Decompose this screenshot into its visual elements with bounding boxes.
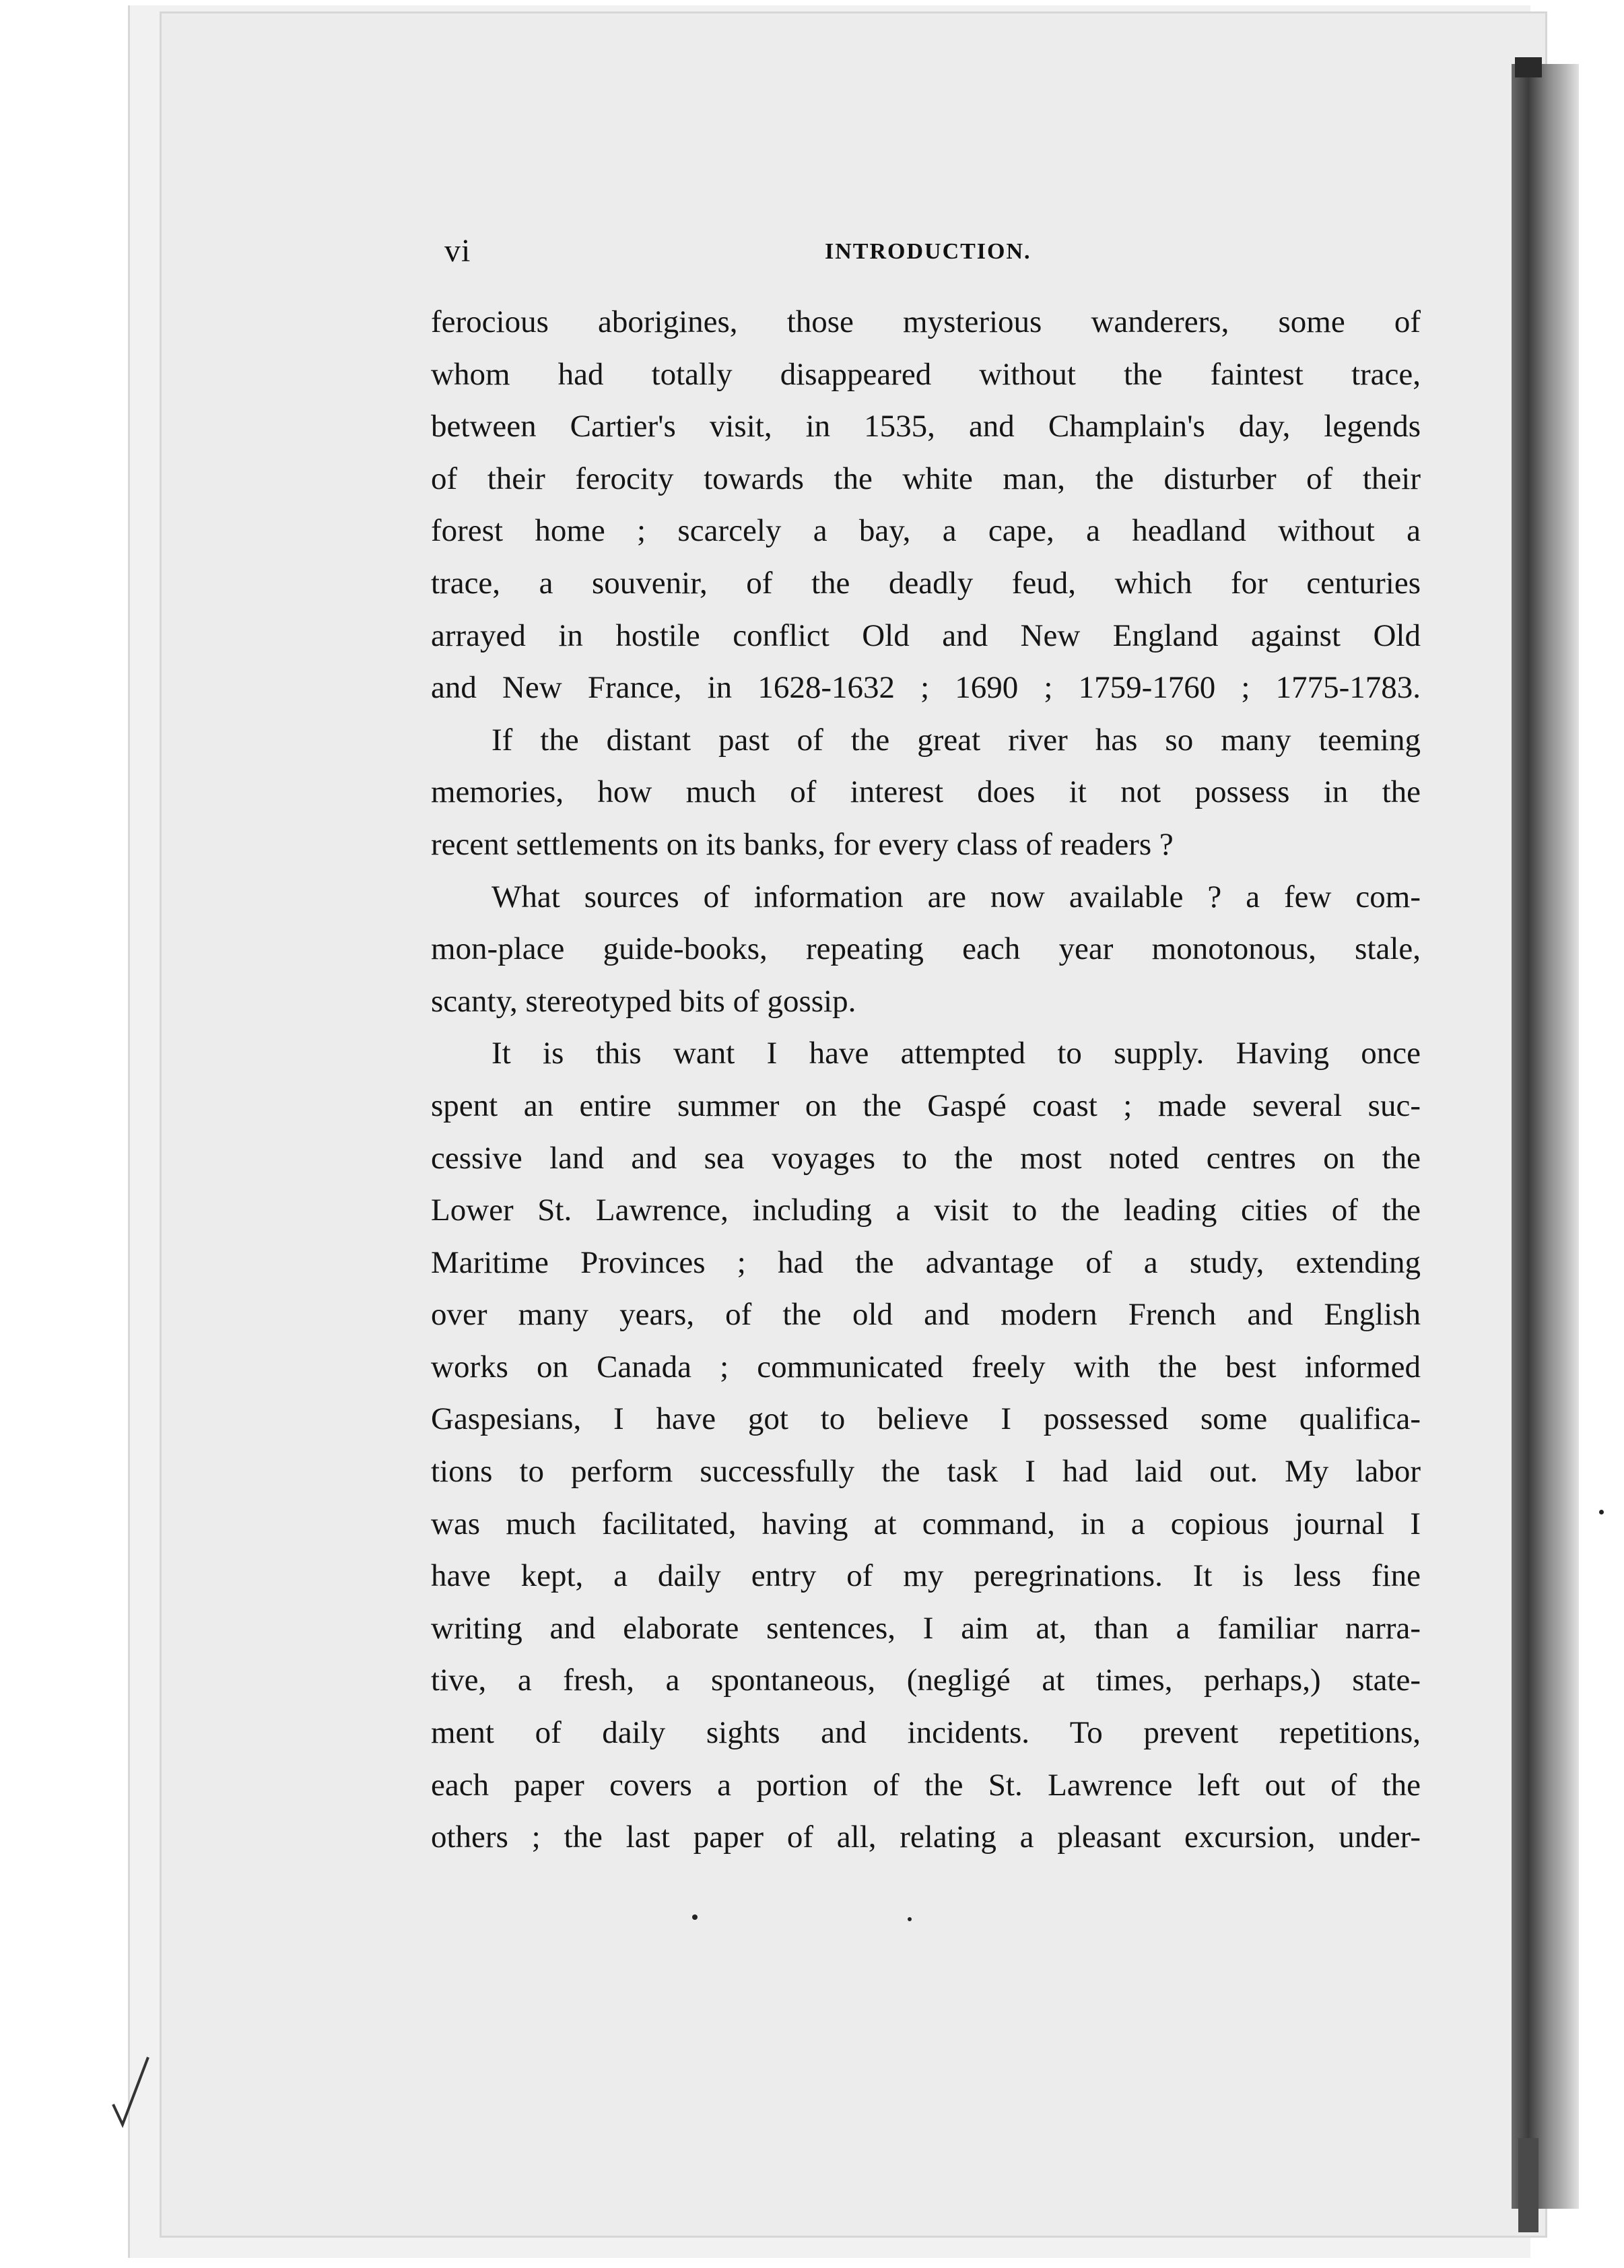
page-edge-shadow: [1512, 64, 1579, 2209]
text-line: others ; the last paper of all, relating a pleasant excursion, under-: [431, 1820, 1421, 1855]
text-line: whom had totally disappeared without the faintest trace,: [431, 356, 1421, 392]
text-line: Gaspesians, I have got to believe I possessed some qualifica-: [431, 1401, 1421, 1437]
text-line: spent an entire summer on the Gaspé coast ; made several suc-: [431, 1088, 1421, 1123]
text-line: of their ferocity towards the white man, the disturber of their: [431, 461, 1421, 496]
text-line: over many years, of the old and modern French and English: [431, 1297, 1421, 1333]
running-head: INTRODUCTION.: [825, 239, 1031, 264]
text-line: writing and elaborate sentences, I aim at, than a familiar narra-: [431, 1610, 1421, 1646]
page-header: [444, 232, 1414, 273]
text-line: ferocious aborigines, those mysterious wanderers, some of: [431, 304, 1421, 339]
text-line: each paper covers a portion of the St. Lawrence left out of the: [431, 1767, 1421, 1803]
text-line: arrayed in hostile conflict Old and New England against Old: [431, 618, 1421, 653]
page-edge-top-mark: [1515, 57, 1542, 77]
speck-mark: [692, 1914, 698, 1920]
text-line: Maritime Provinces ; had the advantage of a study, extending: [431, 1244, 1421, 1280]
text-line: forest home ; scarcely a bay, a cape, a headland without a: [431, 513, 1421, 549]
text-line: What sources of information are now available ? a few com-: [492, 879, 1421, 914]
text-line: between Cartier's visit, in 1535, and Champlain's day, legends: [431, 409, 1421, 444]
text-line: and New France, in 1628-1632 ; 1690 ; 1759-1760 ; 1775-1783.: [431, 670, 1421, 706]
text-line: scanty, stereotyped bits of gossip.: [431, 983, 856, 1019]
text-line: have kept, a daily entry of my peregrinations. It is less fine: [431, 1558, 1421, 1594]
text-line: tive, a fresh, a spontaneous, (negligé at times, perhaps,) state-: [431, 1663, 1421, 1698]
text-line: trace, a souvenir, of the deadly feud, which for centuries: [431, 565, 1421, 601]
text-line: mon-place guide-books, repeating each year monotonous, stale,: [431, 931, 1421, 967]
text-line: memories, how much of interest does it not possess in the: [431, 774, 1421, 810]
text-line: works on Canada ; communicated freely with the best informed: [431, 1349, 1421, 1385]
text-line: If the distant past of the great river has so many teeming: [492, 722, 1421, 758]
speck-mark: [908, 1917, 912, 1921]
text-line: cessive land and sea voyages to the most noted centres on the: [431, 1140, 1421, 1176]
speck-mark: [1599, 1510, 1604, 1514]
text-line: Lower St. Lawrence, including a visit to the leading cities of the: [431, 1193, 1421, 1228]
checkmark-icon: [108, 2054, 162, 2135]
text-line: It is this want I have attempted to supply. Having once: [492, 1036, 1421, 1071]
text-line: recent settlements on its banks, for every class of readers ?: [431, 826, 1174, 862]
text-line: ment of daily sights and incidents. To prevent repetitions,: [431, 1715, 1421, 1751]
text-line: tions to perform successfully the task I had laid out. My labor: [431, 1454, 1421, 1490]
page-edge-bottom-mark: [1518, 2138, 1538, 2232]
body-text: [431, 296, 1421, 1864]
page-number: vi: [444, 233, 471, 269]
text-line: was much facilitated, having at command, in a copious journal I: [431, 1506, 1421, 1541]
